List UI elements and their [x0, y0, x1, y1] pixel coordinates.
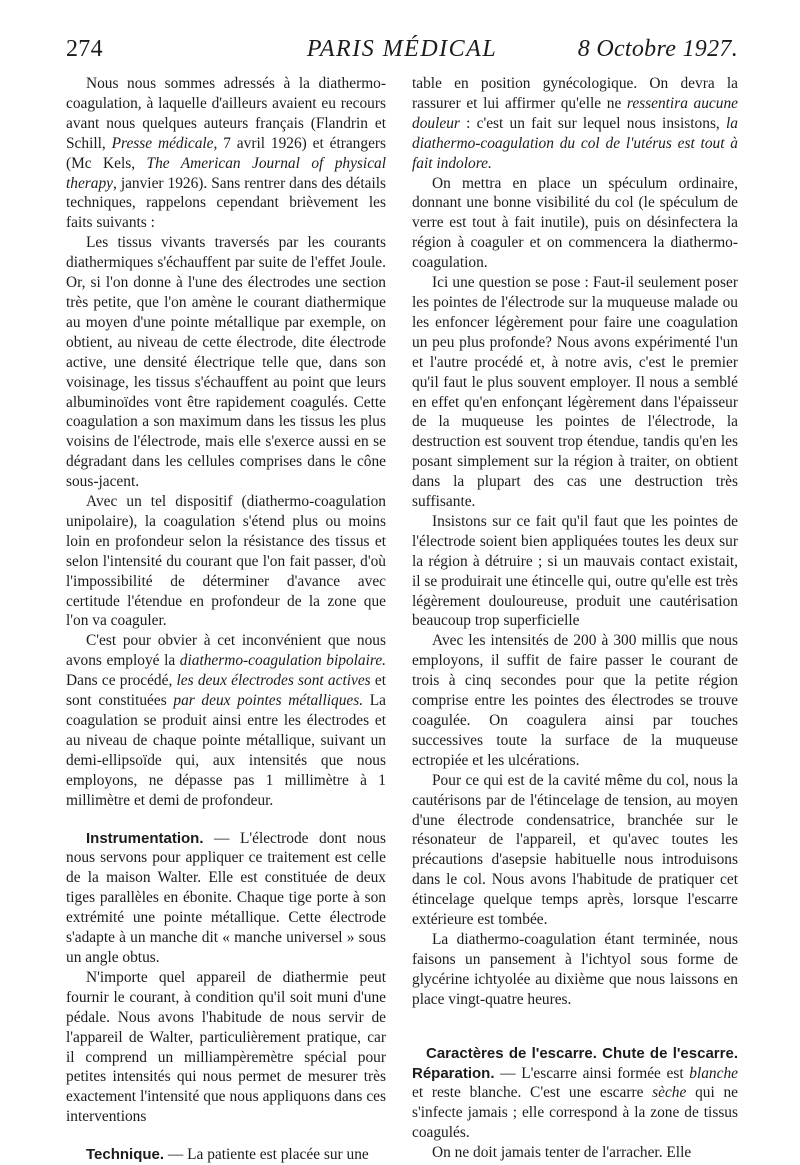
right-column — [412, 74, 738, 1163]
paragraph: Pour ce qui est de la cavité même du col, nous la cautérisons par de l'étincelage de tension, au moyen d'une électrode condensatrice, branchée sur le résonateur de l'appareil, et qu'avec toutes les précautions d'asepsie habituelle nous introduisons dans le col. Nous avons l'habitude de pratiquer cet étincelage quelque temps après, lorsque l'escarre extérieure est tombée. — [412, 771, 738, 929]
paragraph: La diathermo-coagulation étant terminée, nous faisons un pansement à l'ichtyol sous forme de glycérine ichtyolée au dixième que nous laissons en place vingt-quatre heures. — [412, 930, 738, 1008]
citation-title: The American Journal of physical therapy — [66, 154, 386, 192]
section-heading: Technique. — [86, 1146, 165, 1164]
paragraph: On ne doit jamais tenter de l'arracher. Elle — [432, 1144, 692, 1162]
paragraph: On mettra en place un spéculum ordinaire, donnant une bonne visibilité du col (le spéculum de verre est tout à fait inutile), puis on désinfectera la région à coaguler et on commencera la diathermo-coagulation. — [412, 174, 738, 272]
paragraph-instrumentation: Instrumentation. — L'électrode dont nous nous servons pour appliquer ce traitement est celle de la maison Walter. Elle est constituée de deux tiges parallèles en ébonite. Chaque tige porte à son extrémité une pointe métallique. Cette électrode s'adapte à un manche dit « manche universel » sous un angle obtus. — [66, 829, 386, 966]
journal-title: PARIS MÉDICAL — [306, 36, 498, 62]
paragraph: N'importe quel appareil de diathermie peut fournir le courant, à condition qu'il soit muni d'une pédale. Nous avons l'habitude de nous servir de l'appareil de Walter, particulièrement pratique, car il comprend un milliampèremètre spécial pour petites intensités qui nous permet de mesurer très exactement l'intensité que nous appliquons dans ces interventions — [66, 968, 386, 1126]
section-heading: Instrumentation. — [86, 829, 204, 847]
page-header — [66, 36, 738, 76]
paragraph-technique: Technique. — La patiente est placée sur une — [86, 1146, 369, 1164]
paragraph: Nous nous sommes adressés à la diathermo-coagulation, à laquelle d'ailleurs avaient eu recours avant nous quelques auteurs français (Flandrin et Schill, Presse médicale, 7 avril 1926) et étrangers (Mc Kels, The American Journal of physical therapy, janvier 1926). Sans rentrer dans des détails techniques, rappelons cependant brièvement les faits suivants : — [66, 75, 387, 232]
section-heading: Caractères de l'escarre. Chute de l'escarre. Réparation. — [412, 1044, 738, 1082]
paragraph-escarre: Caractères de l'escarre. Chute de l'escarre. Réparation. — L'escarre ainsi formée est blanche et reste blanche. C'est une escarre sèche qui ne s'infecte jamais ; elle correspond à la zone de tissus coagulés. — [412, 1044, 738, 1142]
paragraph: C'est pour obvier à cet inconvénient que nous avons employé la diathermo-coagulation bipolaire. Dans ce procédé, les deux électrodes sont actives et sont constituées par deux pointes métalliques. La coagulation se produit ainsi entre les électrodes et au niveau de chaque pointe métallique, suivant un demi-ellipsoïde qui, aux intensités que nous employons, ne dépasse pas 1 millimètre à 1 millimètre et demi de profondeur. — [66, 632, 386, 809]
page-number: 274 — [66, 36, 103, 62]
paragraph: table en position gynécologique. On devra la rassurer et lui affirmer qu'elle ne ressentira aucune douleur : c'est un fait sur lequel nous insistons, la diathermo-coagulation du col de l'utérus est tout à fait indolore. — [412, 75, 738, 172]
citation-title: Presse médicale — [111, 134, 214, 152]
paragraph: Ici une question se pose : Faut-il seulement poser les pointes de l'électrode sur la muqueuse malade ou les enfoncer légèrement pour faire une coagulation un peu plus profonde? Nous avons expérimenté l'un et l'autre procédé et, à notre avis, c'est le premier qu'il faut le plus souvent employer. Il nous a semblé en effet qu'en enfonçant légèrement dans l'épaisseur de la muqueuse les pointes de l'électrode, la destruction est souvent trop étendue, tandis qu'en les posant simplement sur la région à traiter, on obtient dans la plupart des cas une destruction très suffisante. — [412, 274, 738, 511]
paragraph: Avec les intensités de 200 à 300 millis que nous employons, il suffit de faire passer le courant de trois à cinq secondes pour que la petite région comprise entre les pointes des électrodes se trouve coagulée. On coagulera ainsi par touches successives toute la surface de la muqueuse ectropiée et les ulcérations. — [412, 632, 738, 769]
issue-date: 8 Octobre 1927. — [577, 36, 738, 62]
paragraph: Les tissus vivants traversés par les courants diathermiques s'échauffent par suite de l'effet Joule. Or, si l'on donne à l'une des électrodes une section très petite, que l'on amène le courant diathermique au moyen d'une pointe métallique par exemple, on obtient, au niveau de cette électrode, dite électrode active, une densité électrique telle que, dans son voisinage, les tissus s'échauffent au point que leurs albuminoïdes vont être rapidement coagulés. Cette coagulation a son maximum dans les tissus les plus voisins de l'électrode, mais elle s'exerce aussi en se dégradant dans les cellules comprises dans le cône sous-jacent. — [66, 234, 386, 491]
paragraph: Avec un tel dispositif (diathermo-coagulation unipolaire), la coagulation s'étend plus ou moins loin en profondeur selon la résistance des tissus et selon l'intensité du courant que l'on fait passer, d'où l'impossibilité de déterminer d'avance avec certitude l'étendue en profondeur de la zone que l'on va coaguler. — [66, 493, 386, 630]
paragraph: Insistons sur ce fait qu'il faut que les pointes de l'électrode soient bien appliquées toutes les deux sur la région à détruire ; si un mauvais contact existait, il se produirait une étincelle qui, outre qu'elle est très légèrement douloureuse, produit une cautérisation beaucoup trop superficielle — [412, 512, 738, 630]
left-column — [66, 74, 386, 1165]
